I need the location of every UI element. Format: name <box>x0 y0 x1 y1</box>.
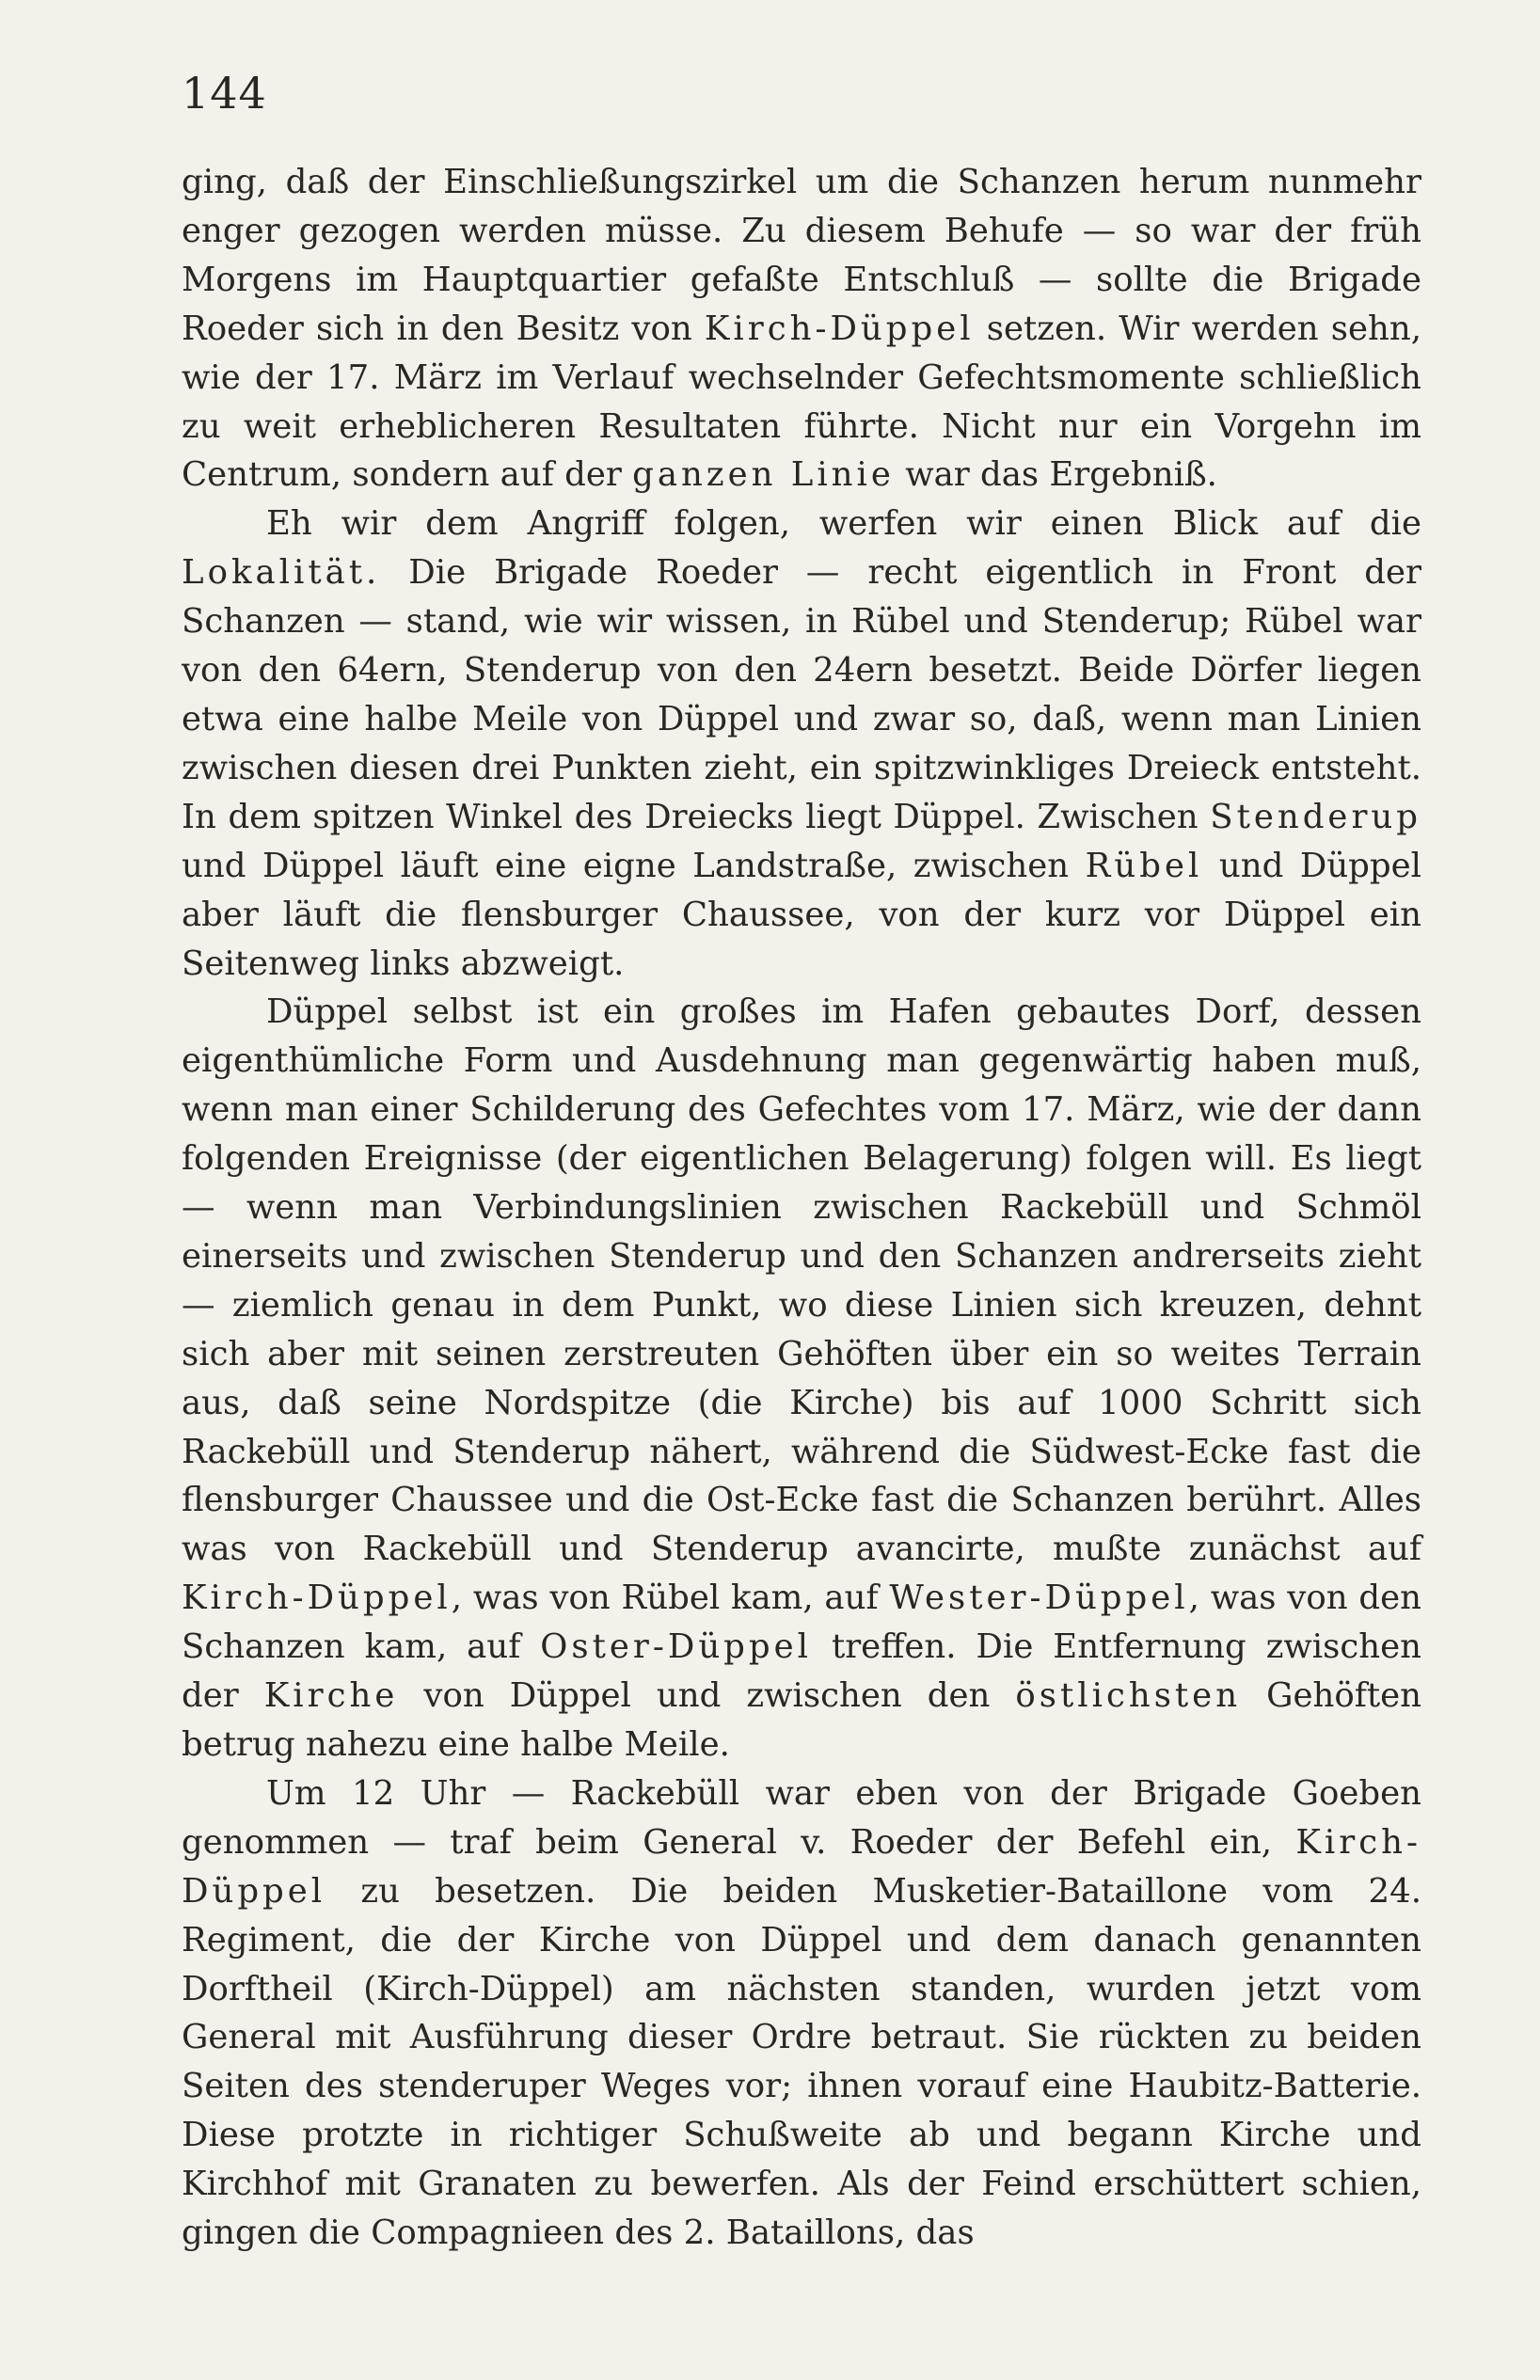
spaced-emphasis-text: Wester-Düppel <box>889 1579 1189 1618</box>
body-text <box>182 158 1421 2258</box>
paragraph-text: ging, daß der Einschließungszirkel um die Schanzen herum nunmehr enger gezogen werden müsse. Zu diesem Behufe — so war der früh Morgens im Hauptquartier gefaßte Entschluß — sollte die Brigade Roeder sich in den Besitz von <box>182 163 1421 348</box>
spaced-emphasis-text: östlichsten <box>1015 1676 1242 1716</box>
spaced-emphasis-text: Kirche <box>263 1676 399 1716</box>
spaced-emphasis-text: Kirch-Düppel <box>704 309 975 348</box>
paragraph-text: und Düppel aber läuft die flensburger Chaussee, von der kurz vor Düppel ein Seitenweg links abzweigt. <box>182 846 1421 983</box>
paragraph <box>182 500 1421 988</box>
paragraph-text: war das Ergebniß. <box>894 455 1217 495</box>
paragraph-text: und Düppel läuft eine eigne Landstraße, zwischen <box>182 846 1086 885</box>
paragraph-text: Um 12 Uhr — Rackebüll war eben von der Brigade Goeben genommen — traf beim General v. Roeder der Befehl ein, <box>182 1773 1421 1862</box>
paragraph-text: Düppel selbst ist ein großes im Hafen gebautes Dorf, dessen eigenthümliche Form und Ausdehnung man gegenwärtig haben muß, wenn man einer Schilderung des Gefechtes vom 17. März, wie der dann folgenden Ereignisse (der eigentlichen Belagerung) folgen will. Es liegt — wenn man Verbindungslinien zwischen Rackebüll und Schmöl einerseits und zwischen Stenderup und den Schanzen andrerseits zieht — ziemlich genau in dem Punkt, wo diese Linien sich kreuzen, dehnt sich aber mit seinen zerstreuten Gehöften über ein so weites Terrain aus, daß seine Nordspitze (die Kirche) bis auf 1000 Schritt sich Rackebüll und Stenderup nähert, während die Südwest-Ecke fast die flensburger Chaussee und die Ost-Ecke fast die Schanzen berührt. Alles was von Rackebüll und Stenderup avancirte, mußte zunächst auf <box>182 992 1421 1569</box>
page-number: 144 <box>182 68 267 119</box>
paragraph-text: treffen. Die Entfernung zwischen der <box>182 1627 1421 1716</box>
spaced-emphasis-text: Stenderup <box>1210 797 1421 836</box>
paragraph-text: , was von Rübel kam, auf <box>451 1579 890 1618</box>
paragraph <box>182 1769 1421 2258</box>
paragraph-text: Die Brigade Roeder — recht eigentlich in Front der Schanzen — stand, wie wir wissen, in Rübel und Stenderup; Rübel war von den 64ern, Stenderup von den 24ern besetzt. Beide Dörfer liegen etwa eine halbe Meile von Düppel und zwar so, daß, wenn man Linien zwischen diesen drei Punkten zieht, ein spitzwinkliges Dreieck entsteht. In dem spitzen Winkel des Dreiecks liegt Düppel. Zwischen <box>182 553 1421 836</box>
paragraph-text: zu besetzen. Die beiden Musketier-Bataillone vom 24. Regiment, die der Kirche von Düppel und dem danach genannten Dorftheil (Kirch-Düppel) am nächsten standen, wurden jetzt vom General mit Ausführung dieser Ordre betraut. Sie rückten zu beiden Seiten des stenderuper Weges vor; ihnen vorauf eine Haubitz-Batterie. Diese protzte in richtiger Schußweite ab und begann Kirche und Kirchhof mit Granaten zu bewerfen. Als der Feind erschüttert schien, gingen die Compagnieen des 2. Bataillons, das <box>182 1871 1421 2253</box>
spaced-emphasis-text: Oster-Düppel <box>540 1627 812 1667</box>
paragraph <box>182 988 1421 1769</box>
spaced-emphasis-text: Lokalität. <box>182 553 381 593</box>
paragraph-text: setzen. Wir werden sehn, wie der 17. März im Verlauf wechselnder Gefechtsmomente schließlich zu weit erheblicheren Resultaten führte. Nicht nur ein Vorgehn im Centrum, sondern auf der <box>182 309 1421 495</box>
spaced-emphasis-text: Rübel <box>1085 846 1203 885</box>
spaced-emphasis-text: ganzen Linie <box>632 455 895 495</box>
paragraph-text: Gehöften betrug nahezu eine halbe Meile. <box>182 1676 1421 1764</box>
paragraph <box>182 158 1421 500</box>
paragraph-text: Eh wir dem Angriff folgen, werfen wir einen Blick auf die <box>266 504 1421 544</box>
spaced-emphasis-text: Kirch-Düppel <box>182 1822 1421 1911</box>
spaced-emphasis-text: Kirch-Düppel <box>182 1579 452 1618</box>
paragraph-text: von Düppel und zwischen den <box>398 1676 1016 1716</box>
paragraph-text: , was von den Schanzen kam, auf <box>182 1579 1421 1667</box>
